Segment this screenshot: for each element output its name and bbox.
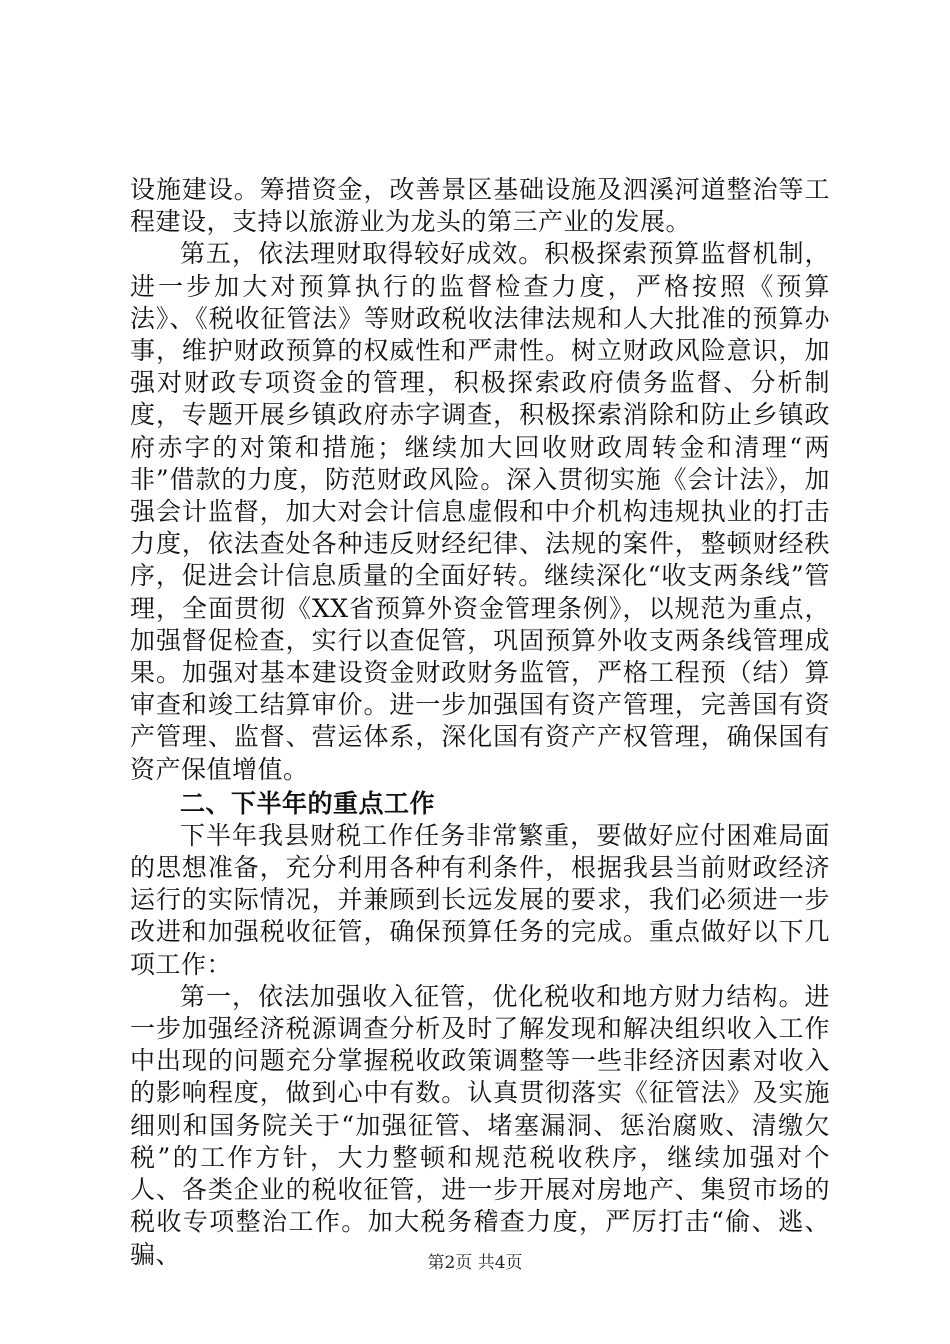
paragraph-fifth-point: 第五，依法理财取得较好成效。积极探索预算监督机制，进一步加大对预算执行的监督检查力度，严格按照《预算法》、《税收征管法》等财政税收法律法规和人大批准的预算办事，维护财政预算的权威性和严肃性。树立财政风险意识，加强对财政专项资金的管理，积极探索政府债务监督、分析制度，专题开展乡镇政府赤字调查，积极探索消除和防止乡镇政府赤字的对策和措施；继续加大回收财政周转金和清理“两非”借款的力度，防范财政风险。深入贯彻实施《会计法》，加强会计监督，加大对会计信息虚假和中介机构违规执业的打击力度，依法查处各种违反财经纪律、法规的案件，整顿财经秩序，促进会计信息质量的全面好转。继续深化“收支两条线”管理，全面贯彻《XX省预算外资金管理条例》，以规范为重点，加强督促检查，实行以查促管，巩固预算外收支两条线管理成果。加强对基本建设资金财政财务监管，严格工程预（结）算审查和竣工结算审价。进一步加强国有资产管理，完善国有资产管理、监督、营运体系，深化国有资产产权管理，确保国有资产保值增值。 bbox=[130, 239, 830, 784]
page-footer: 第2页 共4页 bbox=[427, 1253, 523, 1273]
paragraph-first-point: 第一，依法加强收入征管，优化税收和地方财力结构。进一步加强经济税源调查分析及时了解发现和解决组织收入工作中出现的问题充分掌握税收政策调整等一些非经济因素对收入的影响程度，做到心中有数。认真贯彻落实《征管法》及实施细则和国务院关于“加强征管、堵塞漏洞、惩治腐败、清缴欠税”的工作方针，大力整顿和规范税收秩序，继续加强对个人、各类企业的税收征管，进一步开展对房地产、集贸市场的税收专项整治工作。加大税务稽查力度，严厉打击“偷、逃、骗、 bbox=[130, 981, 830, 1269]
paragraph-continuation: 设施建设。筹措资金，改善景区基础设施及泗溪河道整治等工程建设，支持以旅游业为龙头的第三产业的发展。 bbox=[130, 175, 830, 237]
paragraph-intro: 下半年我县财税工作任务非常繁重，要做好应付困难局面的思想准备，充分利用各种有利条件，根据我县当前财政经济运行的实际情况，并兼顾到长远发展的要求，我们必须进一步改进和加强税收征管，确保预算任务的完成。重点做好以下几项工作： bbox=[130, 820, 830, 979]
document-body bbox=[130, 174, 830, 1271]
section-heading: 二、下半年的重点工作 bbox=[180, 788, 436, 818]
